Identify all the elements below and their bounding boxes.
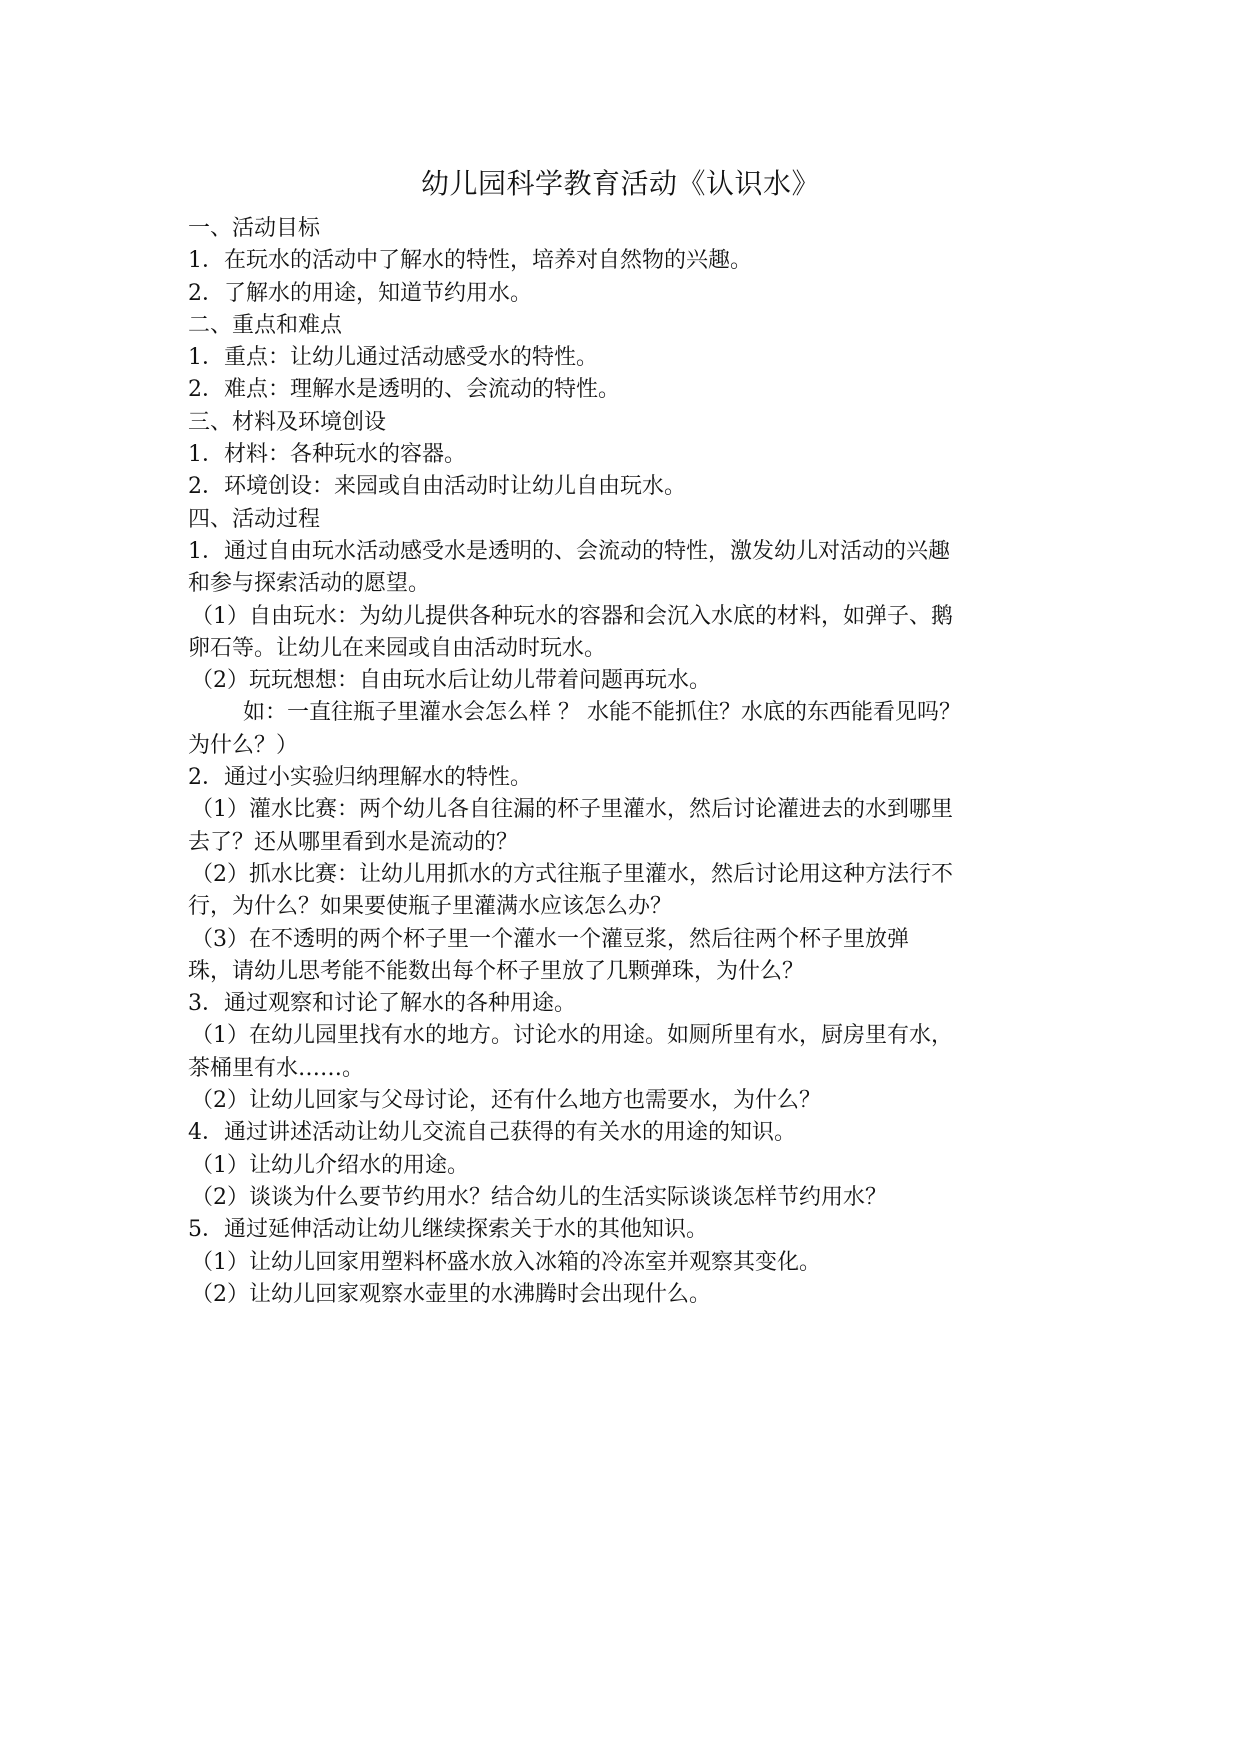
process-substep: （1）让幼儿介绍水的用途。: [191, 1152, 469, 1178]
section-heading-key-points: 二、重点和难点: [188, 312, 343, 338]
process-substep: （1）自由玩水：为幼儿提供各种玩水的容器和会沉入水底的材料，如弹子、鹅: [191, 603, 953, 629]
process-substep: （2）让幼儿回家与父母讨论，还有什么地方也需要水，为什么？: [191, 1088, 821, 1114]
materials-item: 2．环境创设：来园或自由活动时让幼儿自由玩水。: [188, 474, 686, 500]
materials-item: 1．材料：各种玩水的容器。: [188, 442, 466, 468]
process-substep-continued: 行，为什么？如果要使瓶子里灌满水应该怎么办？: [188, 894, 673, 920]
process-substep: （2）谈谈为什么要节约用水？结合幼儿的生活实际谈谈怎样节约用水？: [191, 1184, 887, 1210]
process-step: 5．通过延伸活动让幼儿继续探索关于水的其他知识。: [188, 1217, 708, 1243]
process-substep: （1）灌水比赛：两个幼儿各自往漏的杯子里灌水，然后讨论灌进去的水到哪里: [191, 797, 953, 823]
process-substep-continued: 去了？还从哪里看到水是流动的？: [188, 829, 519, 855]
document-title: 幼儿园科学教育活动《认识水》: [420, 167, 820, 200]
process-substep: （2）玩玩想想：自由玩水后让幼儿带着问题再玩水。: [191, 668, 711, 694]
key-point-item: 2．难点：理解水是透明的、会流动的特性。: [188, 377, 620, 403]
key-point-item: 1．重点：让幼儿通过活动感受水的特性。: [188, 345, 598, 371]
process-substep-continued: 珠，请幼儿思考能不能数出每个杯子里放了几颗弹珠，为什么？: [188, 958, 805, 984]
section-heading-materials: 三、材料及环境创设: [188, 409, 387, 435]
process-step: 4．通过讲述活动让幼儿交流自己获得的有关水的用途的知识。: [188, 1120, 796, 1146]
process-substep: （1）让幼儿回家用塑料杯盛水放入冰箱的冷冻室并观察其变化。: [191, 1249, 821, 1275]
section-heading-process: 四、活动过程: [188, 506, 321, 532]
process-step: 2．通过小实验归纳理解水的特性。: [188, 765, 532, 791]
goal-item: 1．在玩水的活动中了解水的特性，培养对自然物的兴趣。: [188, 248, 752, 274]
process-step-continued: 和参与探索活动的愿望。: [188, 571, 431, 597]
process-example-continued: 为什么？）: [188, 732, 299, 758]
process-example: 如：一直往瓶子里灌水会怎么样 ？ 水能不能抓住？水底的东西能看见吗？: [243, 700, 961, 726]
process-step: 3．通过观察和讨论了解水的各种用途。: [188, 991, 576, 1017]
document-body: [188, 213, 1060, 1311]
process-substep: （3）在不透明的两个杯子里一个灌水一个灌豆浆，然后往两个杯子里放弹: [191, 926, 909, 952]
process-substep-continued: 茶桶里有水……。: [188, 1055, 365, 1081]
process-substep-continued: 卵石等。让幼儿在来园或自由活动时玩水。: [188, 635, 607, 661]
process-step: 1．通过自由玩水活动感受水是透明的、会流动的特性，激发幼儿对活动的兴趣: [188, 538, 950, 564]
goal-item: 2．了解水的用途，知道节约用水。: [188, 280, 532, 306]
process-substep: （2）抓水比赛：让幼儿用抓水的方式往瓶子里灌水，然后讨论用这种方法行不: [191, 861, 953, 887]
section-heading-goals: 一、活动目标: [188, 216, 321, 241]
process-substep: （2）让幼儿回家观察水壶里的水沸腾时会出现什么。: [191, 1281, 711, 1307]
process-substep: （1）在幼儿园里找有水的地方。讨论水的用途。如厕所里有水，厨房里有水，: [191, 1023, 953, 1049]
